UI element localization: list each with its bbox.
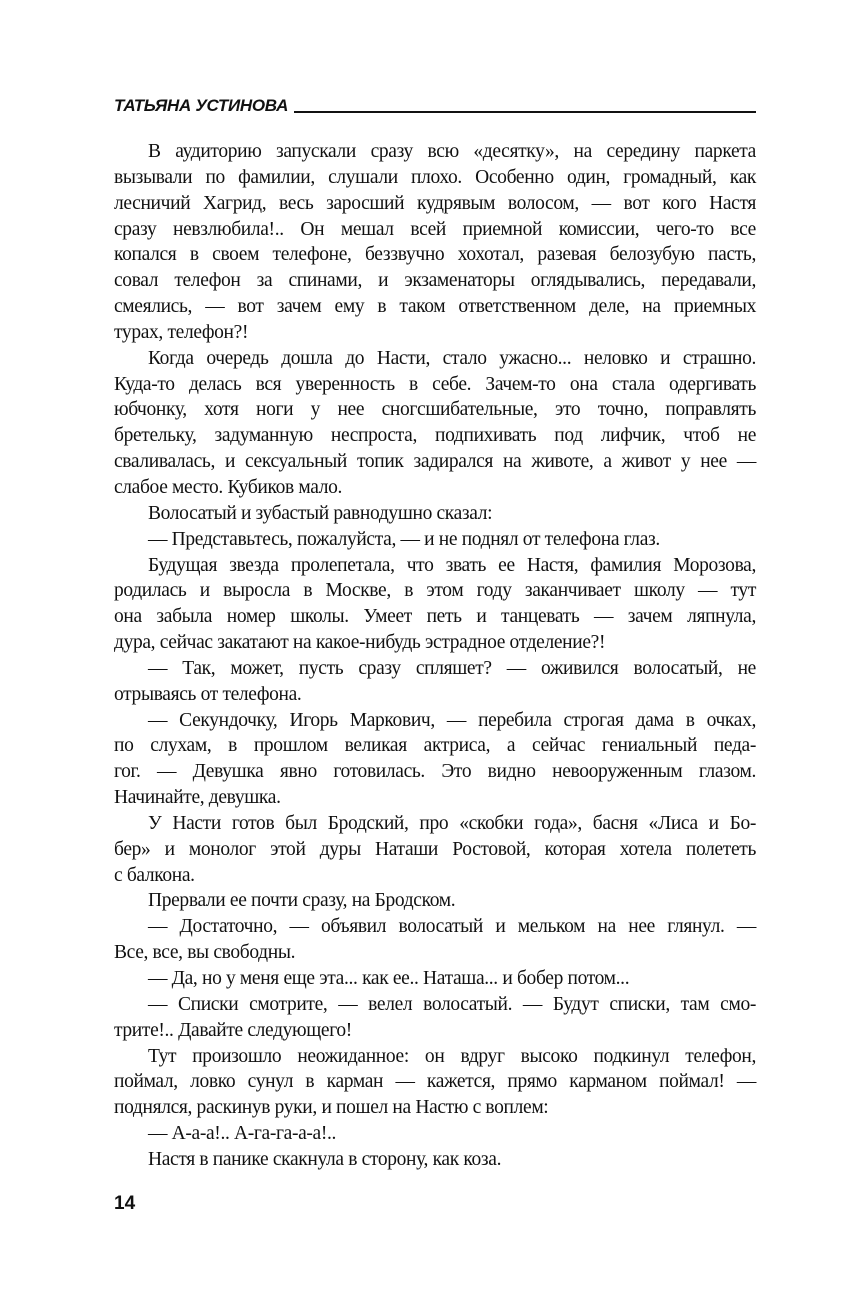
paragraph [114,888,756,914]
running-header [114,96,756,116]
text-line: — Секундочку, Игорь Маркович, — перебила строгая дама в очках, [148,709,756,731]
text-line: юбчонку, хотя ноги у нее сногсшибательные, это точно, поправлять [114,399,756,421]
text-line: поднялся, раскинув руки, и пошел на Настю с воплем: [114,1097,549,1119]
text-line: — Списки смотрите, — велел волосатый. — Будут списки, там смо- [148,993,756,1015]
text-line: Будущая звезда пролепетала, что звать ее Настя, фамилия Морозова, [148,554,756,576]
text-line: Куда-то делась вся уверенность в себе. Зачем-то она стала одергивать [114,373,756,395]
paragraph [114,811,756,889]
text-line: родилась и выросла в Москве, в этом году заканчивает школу — тут [114,580,756,602]
text-line: смеялись, — вот зачем ему в таком ответственном деле, на приемных [114,296,756,318]
text-line: совал телефон за спинами, и экзаменаторы оглядывались, передавали, [114,270,756,292]
text-line: — Достаточно, — объявил волосатый и мельком на нее глянул. — [148,916,756,938]
text-line: сваливалась, и сексуальный топик задирался на животе, а живот у нее — [114,451,756,473]
text-line: бер» и монолог этой дуры Наташи Ростовой, которая хотела полететь [114,838,756,860]
paragraph [114,1121,756,1147]
text-line: Настя в панике скакнула в сторону, как коза. [148,1148,502,1170]
paragraph [114,708,756,811]
text-line: она забыла номер школы. Умеет петь и танцевать — зачем ляпнула, [114,606,756,628]
text-line: — А-а-а!.. А-га-га-а-а!.. [148,1123,337,1145]
paragraph [114,346,756,501]
text-line: гог. — Девушка явно готовилась. Это видно невооруженным глазом. [114,761,756,783]
text-line: отрываясь от телефона. [114,683,302,705]
text-line: В аудиторию запускали сразу всю «десятку», на середину паркета [148,141,756,162]
paragraph [114,527,756,553]
text-line: Начинайте, девушка. [114,787,281,809]
paragraph [114,1147,756,1173]
page-number: 14 [114,1193,136,1214]
text-line: У Насти готов был Бродский, про «скобки года», басня «Лиса и Бо- [148,812,756,834]
text-line: по слухам, в прошлом великая актриса, а сейчас гениальный педа- [114,735,756,757]
text-line: с балкона. [114,864,195,886]
text-line: турах, телефон?! [114,321,249,343]
text-line: дура, сейчас закатают на какое-нибудь эстрадное отделение?! [114,632,606,654]
text-line: Все, все, вы свободны. [114,942,296,964]
text-line: Волосатый и зубастый равнодушно сказал: [148,502,493,524]
text-line: Когда очередь дошла до Насти, стало ужасно... неловко и страшно. [148,347,756,369]
body-text [114,139,756,1173]
text-line: слабое место. Кубиков мало. [114,476,343,498]
paragraph [114,966,756,992]
text-line: — Так, может, пусть сразу спляшет? — оживился волосатый, не [148,657,756,679]
header-rule [294,111,756,113]
text-line: трите!.. Давайте следующего! [114,1019,352,1041]
paragraph [114,992,756,1044]
text-line: Тут произошло неожиданное: он вдруг высоко подкинул телефон, [148,1045,756,1067]
text-line: сразу невзлюбила!.. Он мешал всей приемной комиссии, чего-то все [114,218,756,240]
text-line: лесничий Хагрид, весь заросший кудрявым волосом, — вот кого Настя [114,192,756,214]
text-line: поймал, ловко сунул в карман — кажется, прямо карманом поймал! — [114,1071,756,1093]
paragraph [114,1044,756,1122]
text-line: Прервали ее почти сразу, на Бродском. [148,890,456,912]
paragraph [114,501,756,527]
paragraph [114,553,756,656]
paragraph [114,139,756,346]
text-line: копался в своем телефоне, беззвучно хохотал, разевая белозубую пасть, [114,244,756,266]
paragraph [114,914,756,966]
paragraph [114,656,756,708]
text-line: бретельку, задуманную неспроста, подпихивать под лифчик, чтоб не [114,425,756,447]
author-name: ТАТЬЯНА УСТИНОВА [114,96,289,115]
text-line: — Представьтесь, пожалуйста, — и не поднял от телефона глаз. [148,528,660,550]
text-line: вызывали по фамилии, слушали плохо. Особенно один, громадный, как [114,166,756,188]
text-line: — Да, но у меня еще эта... как ее.. Наташа... и бобер потом... [148,968,630,989]
